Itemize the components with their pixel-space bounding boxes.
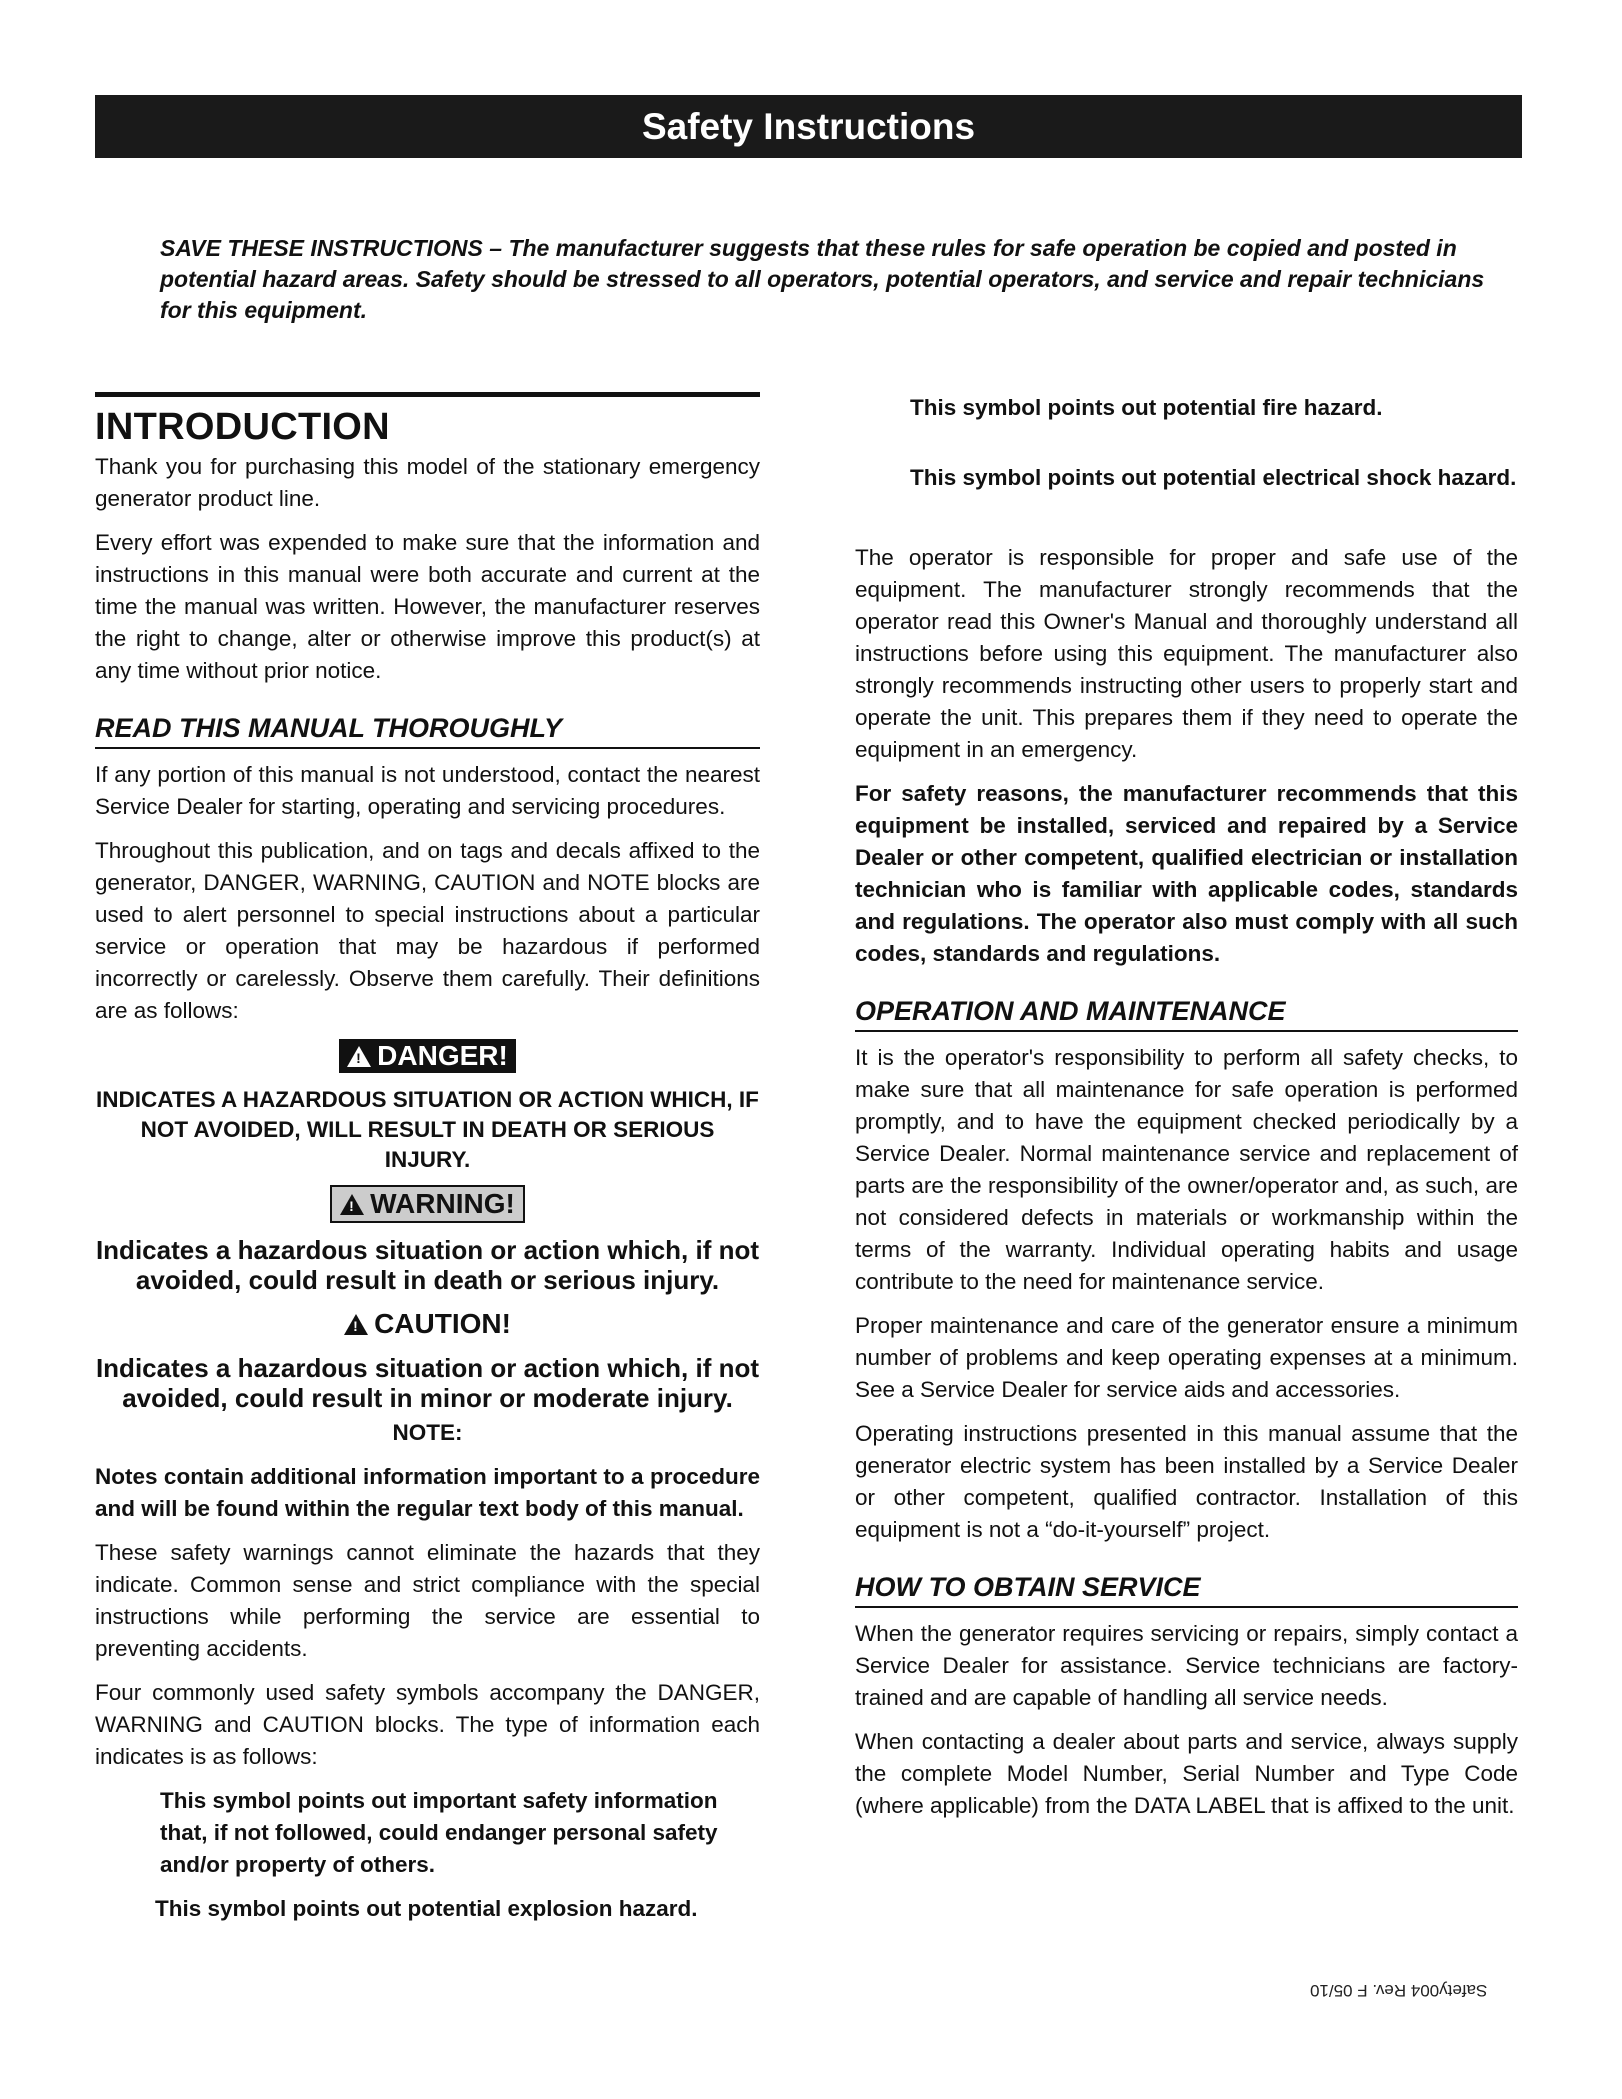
warning-label: WARNING! — [370, 1188, 515, 1219]
operation-paragraph-2: Proper maintenance and care of the generator ensure a minimum number of problems and keep operating expenses at a minimum. See a Service Dealer for service aids and accessories. — [855, 1313, 1518, 1402]
read-paragraph-1: If any portion of this manual is not understood, contact the nearest Service Dealer for starting, operating and servicing procedures. — [95, 762, 760, 819]
read-paragraph-2: Throughout this publication, and on tags and decals affixed to the generator, DANGER, WARNING, CAUTION and NOTE blocks are used to alert personnel to special instructions about a particular service or operation that may be hazardous if performed incorrectly or carelessly. Observe them carefully. Their definitions are as follows: — [95, 838, 760, 1023]
note-label: NOTE: — [392, 1420, 463, 1445]
operation-paragraph-3: Operating instructions presented in this manual assume that the generator electric system has been installed by a Service Dealer or other competent, qualified contractor. Installation of this equipment is not a “do-it-yourself” project. — [855, 1421, 1518, 1542]
alert-triangle-icon: ! — [347, 1046, 371, 1067]
intro-paragraph-2: Every effort was expended to make sure that the information and instructions in this manual were both accurate and current at the time the manual was written. However, the manufacturer reserves the right to change, alter or otherwise improve this product(s) at any time without prior notice. — [95, 530, 760, 683]
warning-signal — [95, 1185, 760, 1223]
operation-maintenance-heading: OPERATION AND MAINTENANCE — [855, 994, 1518, 1032]
alert-triangle-icon: ! — [340, 1194, 364, 1215]
these-warnings-paragraph: These safety warnings cannot eliminate the hazards that they indicate. Common sense and strict compliance with the special instructions while performing the service are essential to preventing accidents. — [95, 1540, 760, 1661]
operator-paragraph: The operator is responsible for proper and safe use of the equipment. The manufacturer strongly recommends that the operator read this Owner's Manual and thoroughly understand all instructions before using this equipment. The manufacturer also strongly recommends instructing other users to properly start and operate the unit. This prepares them if they need to operate the equipment in an emergency. — [855, 545, 1518, 762]
symbol-fire-text: This symbol points out potential fire hazard. — [910, 395, 1383, 420]
section-header — [95, 95, 1522, 158]
danger-label: DANGER! — [377, 1040, 508, 1071]
operation-paragraph-1: It is the operator's responsibility to perform all safety checks, to make sure that all maintenance for safe operation is performed promptly, and to have the equipment checked periodically by a Service Dealer. Normal maintenance service and replacement of parts are the responsibility of the owner/operator and, as such, are not considered defects in materials or workmanship within the terms of the warranty. Individual operating habits and usage contribute to the need for maintenance service. — [855, 1045, 1518, 1294]
alert-triangle-icon: ! — [344, 1314, 368, 1335]
symbol-explosion-text: This symbol points out potential explosion hazard. — [155, 1896, 698, 1921]
intro-rule — [95, 392, 760, 397]
read-manual-heading: READ THIS MANUAL THOROUGHLY — [95, 711, 760, 749]
symbol-info-text: This symbol points out important safety information that, if not followed, could endanger personal safety and/or property of others. — [160, 1788, 718, 1877]
danger-badge — [339, 1039, 516, 1073]
service-paragraph-1: When the generator requires servicing or repairs, simply contact a Service Dealer for assistance. Service technicians are factory-trained and are capable of handling all service needs. — [855, 1621, 1518, 1710]
service-paragraph-2: When contacting a dealer about parts and service, always supply the complete Model Number, Serial Number and Type Code (where applicable) from the DATA LABEL that is affixed to the unit. — [855, 1729, 1518, 1818]
right-column — [855, 392, 1518, 1834]
safety-reasons-paragraph: For safety reasons, the manufacturer recommends that this equipment be installed, serviced and repaired by a Service Dealer or other competent, qualified electrician or installation technician who is familiar with applicable codes, standards and regulations. The operator also must comply with all such codes, standards and regulations. — [855, 781, 1518, 966]
warning-definition: Indicates a hazardous situation or action which, if not avoided, could result in death or serious injury. — [95, 1235, 760, 1295]
intro-paragraph-1: Thank you for purchasing this model of the stationary emergency generator product line. — [95, 454, 760, 511]
footer-code: Safety004 Rev. F 05/10 — [1310, 1981, 1488, 2000]
caution-signal — [95, 1307, 760, 1341]
caution-badge — [336, 1307, 519, 1341]
symbol-shock-text: This symbol points out potential electrical shock hazard. — [910, 465, 1517, 490]
obtain-service-heading: HOW TO OBTAIN SERVICE — [855, 1570, 1518, 1608]
save-instructions-text: SAVE THESE INSTRUCTIONS – The manufacturer suggests that these rules for safe operation be copied and posted in potential hazard areas. Safety should be stressed to all operators, potential operators, and service and repair technicians for this equipment. — [160, 235, 1485, 323]
warning-badge — [330, 1185, 525, 1223]
caution-label: CAUTION! — [374, 1308, 511, 1339]
intro-title: INTRODUCTION — [95, 406, 390, 448]
danger-definition: INDICATES A HAZARDOUS SITUATION OR ACTION WHICH, IF NOT AVOIDED, WILL RESULT IN DEATH OR SERIOUS INJURY. — [96, 1087, 759, 1172]
note-definition: Notes contain additional information important to a procedure and will be found within the regular text body of this manual. — [95, 1464, 760, 1521]
four-symbols-paragraph: Four commonly used safety symbols accompany the DANGER, WARNING and CAUTION blocks. The type of information each indicates is as follows: — [95, 1680, 760, 1769]
danger-signal — [95, 1039, 760, 1073]
caution-definition: Indicates a hazardous situation or action which, if not avoided, could result in minor or moderate injury. — [95, 1353, 760, 1413]
header-title: Safety Instructions — [641, 105, 976, 147]
left-column — [95, 392, 760, 1937]
